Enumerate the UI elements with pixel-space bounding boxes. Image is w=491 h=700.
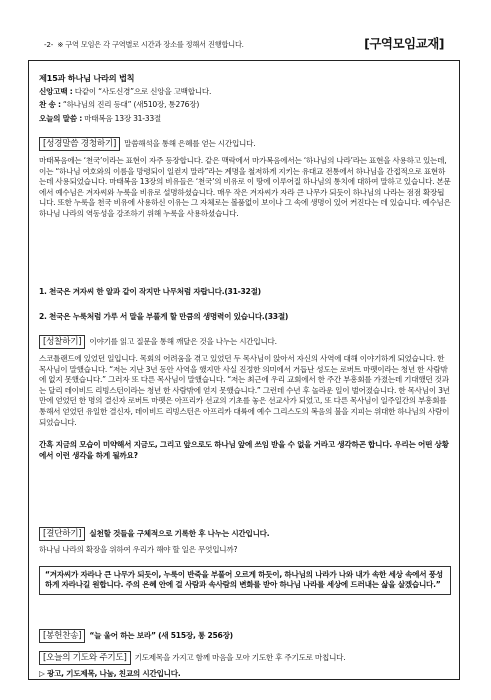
decision-quote-box xyxy=(39,566,451,595)
prayer-note: 기도제목을 가지고 함께 마음을 모아 기도한 후 주기도로 마칩니다. xyxy=(134,653,346,662)
prayer-closing: ▷ 광고, 기도제목, 나눔, 친교의 시간입니다. xyxy=(39,669,181,678)
reflection-tag-note: 이야기를 읽고 질문을 통해 깨달은 것을 나누는 시간입니다. xyxy=(89,337,277,346)
intro-section xyxy=(39,137,451,220)
lesson-info xyxy=(39,73,451,124)
scripture-label: 오늘의 말씀 : xyxy=(39,113,83,123)
page-header xyxy=(44,34,444,52)
intro-tag-note: 말씀해석을 통해 은혜를 얻는 시간입니다. xyxy=(124,139,256,148)
lesson-frame xyxy=(28,60,460,680)
decision-question: 하나님 나라의 확장을 위하여 우리가 해야 할 일은 무엇입니까? xyxy=(39,545,238,554)
point-1 xyxy=(39,287,451,298)
offering-hymn: “늘 울어 하는 보라” (새 515장, 통 256장) xyxy=(89,631,233,640)
page-header-notice xyxy=(44,40,244,50)
decision-quote: “겨자씨가 자라나 큰 나무가 되듯이, 누룩이 반죽을 부풀어 오르게 하듯이, 하나님의 나라가 나와 내가 속한 세상 속에서 풍성하게 자라나길 원합니다. 주의 은혜 안에 걸 사람과 속사람의 변화를 받아 하나님 나라를 세상에 드러내는 삶을 살겠습니다.” xyxy=(45,569,443,590)
creed-line xyxy=(39,87,451,98)
scripture-line xyxy=(39,114,451,125)
hymn-line xyxy=(39,100,451,111)
intro-tag: [성경말씀 경청하기] xyxy=(39,137,120,151)
intro-body: 마태복음에는 ‘천국’이라는 표현이 자주 등장합니다. 같은 맥락에서 마가복음에서는 ‘하나님의 나라’라는 표현을 사용하고 있는데, 이는 “하나님 여호와의 이름을 망령되이 일컫지 말라”라는 계명을 철저하게 지키는 유대교 전통에서 하나님을 간접적으로 표현하는데 사용되었습니다. 마태복음 13장의 비유들은 ‘천국’의 비유로 이 땅에 이루어질 하나님의 통치에 대하여 말하고 있습니다. 본문에서 예수님은 겨자씨와 누룩을 비유로 설명하셨습니다. 매우 작은 겨자씨가 자라 큰 나무가 되듯이 하나님의 나라는 점점 확장됩니다. 또한 누룩을 천국 비유에 사용하신 이유는 그 자체로는 볼품없이 보이나 그 속에 생명이 있어 커진다는 데 있습니다. 예수님은 하나님 나라의 역동성을 강조하기 위해 누룩을 사용하셨습니다. xyxy=(39,156,451,218)
reflection-section xyxy=(39,335,451,461)
page-marker: -2- xyxy=(44,40,54,49)
prayer-tag: [오늘의 기도와 주기도] xyxy=(39,651,131,665)
point-2-text: 2. 천국은 누룩처럼 가루 서 말을 부풀게 할 만큼의 생명력이 있습니다.(33절) xyxy=(39,312,289,321)
decision-tag: [결단하기] xyxy=(39,527,85,541)
material-badge: [구역모임교재] xyxy=(364,36,444,51)
point-1-text: 1. 천국은 겨자씨 한 알과 같이 작지만 나무처럼 자랍니다.(31-32절) xyxy=(39,287,261,296)
creed-label: 신앙고백 : xyxy=(39,86,73,96)
reflection-question: 간혹 지금의 모습이 미약해서 지금도, 그리고 앞으로도 하나님 앞에 쓰임 받을 수 없을 거라고 생각하곤 합니다. 우리는 어떤 상황에서 이런 생각을 하게 될까요? xyxy=(39,440,449,460)
creed-text: 다같이 “사도신경”으로 신앙을 고백합니다. xyxy=(72,86,212,96)
hymn-label: 찬 송 : xyxy=(39,100,61,110)
reflection-tag: [성찰하기] xyxy=(39,335,85,349)
decision-section xyxy=(39,527,451,595)
hymn-text: “하나님의 진리 등대” (새510장, 통276장) xyxy=(60,100,200,110)
scripture-text: 마태복음 13장 31-33절 xyxy=(82,113,161,123)
decision-tag-note: 실천할 것들을 구체적으로 기록한 후 나누는 시간입니다. xyxy=(89,529,270,538)
prayer-section xyxy=(39,651,451,680)
offering-section xyxy=(39,629,451,643)
notice-text: ※ 구역 모임은 각 구역별로 시간과 장소를 정해서 진행합니다. xyxy=(57,40,244,49)
lesson-title: 제15과 하나님 나라의 법칙 xyxy=(39,73,135,83)
point-2 xyxy=(39,312,451,323)
reflection-story: 스코틀랜드에 있었던 일입니다. 목회의 어려움을 겪고 있었던 두 목사님이 앉아서 자신의 사역에 대해 이야기하게 되었습니다. 한 목사님이 말했습니다. “저는 지난 3년 동안 사역을 했지만 사실 진정한 의미에서 거듭난 성도는 로버트 마펫이라는 청년 한 사람밖에 없지 못했습니다.” 그러자 또 다른 목사님이 말했습니다. “저는 최근에 우리 교회에서 한 주간 부흥회를 가졌는데 기대했던 것과는 달리 데이비드 리빙스턴이라는 청년 한 사람밖에 얻지 못했습니다.” 그런데 수년 후 놀라운 일이 벌어졌습니다. 한 목사님이 3년 만에 얻었던 한 명의 결신자 로버트 마펫은 아프리카 선교의 기초를 놓은 선교사가 되었고, 또 다른 목사님이 일주일간의 부흥회를 통해서 얻었던 유일한 결신자, 데이비드 리빙스턴은 아프리카 대륙에 예수 그리스도의 복음의 불을 지피는 위대한 하나님의 사람이 되었습니다. xyxy=(39,354,450,427)
offering-tag: [봉헌찬송] xyxy=(39,629,85,643)
